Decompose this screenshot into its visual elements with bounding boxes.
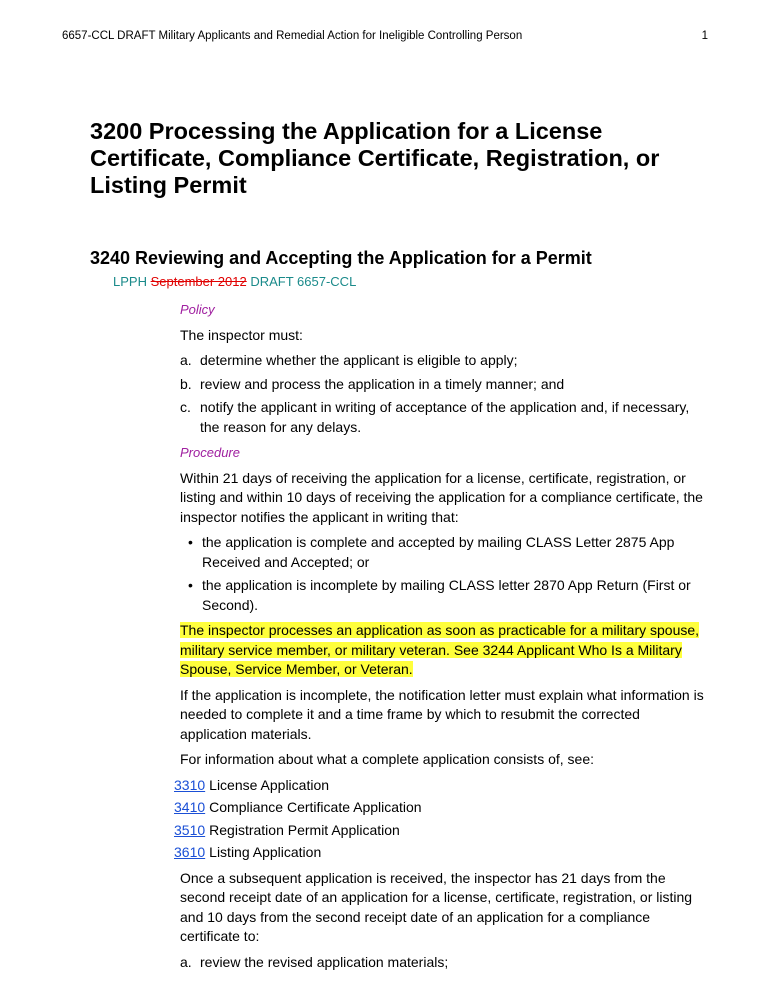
reference-link-list — [174, 776, 710, 863]
revision-struck-date: September 2012 — [150, 274, 247, 289]
policy-label: Policy — [180, 302, 215, 317]
bullet-marker: • — [188, 534, 193, 550]
policy-intro: The inspector must: — [180, 326, 303, 343]
list-item — [180, 953, 710, 973]
reference-label: Compliance Certificate Application — [209, 799, 422, 815]
revision-note — [113, 274, 356, 289]
reference-item — [174, 776, 710, 796]
reference-link[interactable]: 3410 — [174, 799, 206, 815]
list-item-text: the application is incomplete by mailing CLASS letter 2870 App Return (First or Second). — [202, 577, 691, 613]
section-heading: 3200 Processing the Application for a License Certificate, Compliance Certificate, Registration, or Listing Permit — [90, 118, 660, 198]
list-marker: a. — [180, 953, 192, 970]
highlighted-paragraph — [180, 621, 710, 680]
procedure-paragraph: If the application is incomplete, the notification letter must explain what information is needed to complete it and a time frame by which to resubmit the corrected application materials. — [180, 686, 704, 742]
highlighted-text: The inspector processes an application as soon as practicable for a military spouse, military service member, or military veteran. See 3244 Applicant Who Is a Military Spouse, Service Member, or Veteran. — [180, 622, 700, 677]
reference-link[interactable]: 3610 — [174, 844, 206, 860]
list-item — [180, 351, 710, 371]
list-item — [180, 533, 710, 572]
reference-label: License Application — [209, 776, 330, 793]
page-header — [62, 30, 708, 42]
reference-label: Registration Permit Application — [209, 821, 400, 838]
bullet-marker: • — [188, 577, 193, 593]
list-item-text: determine whether the applicant is eligible to apply; — [200, 352, 518, 368]
reference-link[interactable]: 3310 — [174, 776, 206, 793]
reference-link[interactable]: 3510 — [174, 821, 206, 838]
header-title: 6657-CCL DRAFT Military Applicants and Remedial Action for Ineligible Controlling Person — [62, 30, 523, 42]
list-marker: b. — [180, 375, 192, 392]
procedure-bullet-list — [180, 533, 710, 615]
list-item — [180, 576, 710, 615]
revision-prefix: LPPH — [113, 274, 147, 289]
list-item — [180, 398, 710, 437]
reference-item — [174, 821, 710, 841]
reference-item — [174, 843, 710, 863]
list-item-text: review and process the application in a timely manner; and — [200, 375, 565, 392]
procedure-paragraph: Once a subsequent application is received, the inspector has 21 days from the second receipt date of an application for a license, certificate, registration, or listing and 10 days from the second receipt date of an application for a compliance certificate to: — [180, 869, 693, 944]
page-number: 1 — [701, 30, 708, 42]
procedure-paragraph: Within 21 days of receiving the application for a license, certificate, registration, or listing and within 10 days of receiving the application for a compliance certificate, the inspector notifies the applicant in writing that: — [180, 469, 703, 525]
policy-list — [180, 351, 710, 437]
list-item — [180, 375, 710, 395]
list-item-text: notify the applicant in writing of acceptance of the application and, if necessary, the reason for any delays. — [200, 399, 690, 435]
document-body — [174, 300, 710, 978]
procedure-label: Procedure — [180, 445, 240, 460]
final-list — [180, 953, 710, 973]
subsection-heading: 3240 Reviewing and Accepting the Application for a Permit — [90, 248, 592, 268]
list-item-text: review the revised application materials; — [200, 953, 449, 970]
procedure-paragraph: For information about what a complete application consists of, see: — [180, 751, 594, 767]
list-item-text: the application is complete and accepted by mailing CLASS Letter 2875 App Received and Accepted; or — [202, 534, 675, 570]
reference-label: Listing Application — [209, 844, 322, 860]
list-marker: a. — [180, 352, 192, 368]
revision-suffix: DRAFT 6657-CCL — [250, 274, 357, 289]
reference-item — [174, 798, 710, 818]
list-marker: c. — [180, 399, 191, 415]
